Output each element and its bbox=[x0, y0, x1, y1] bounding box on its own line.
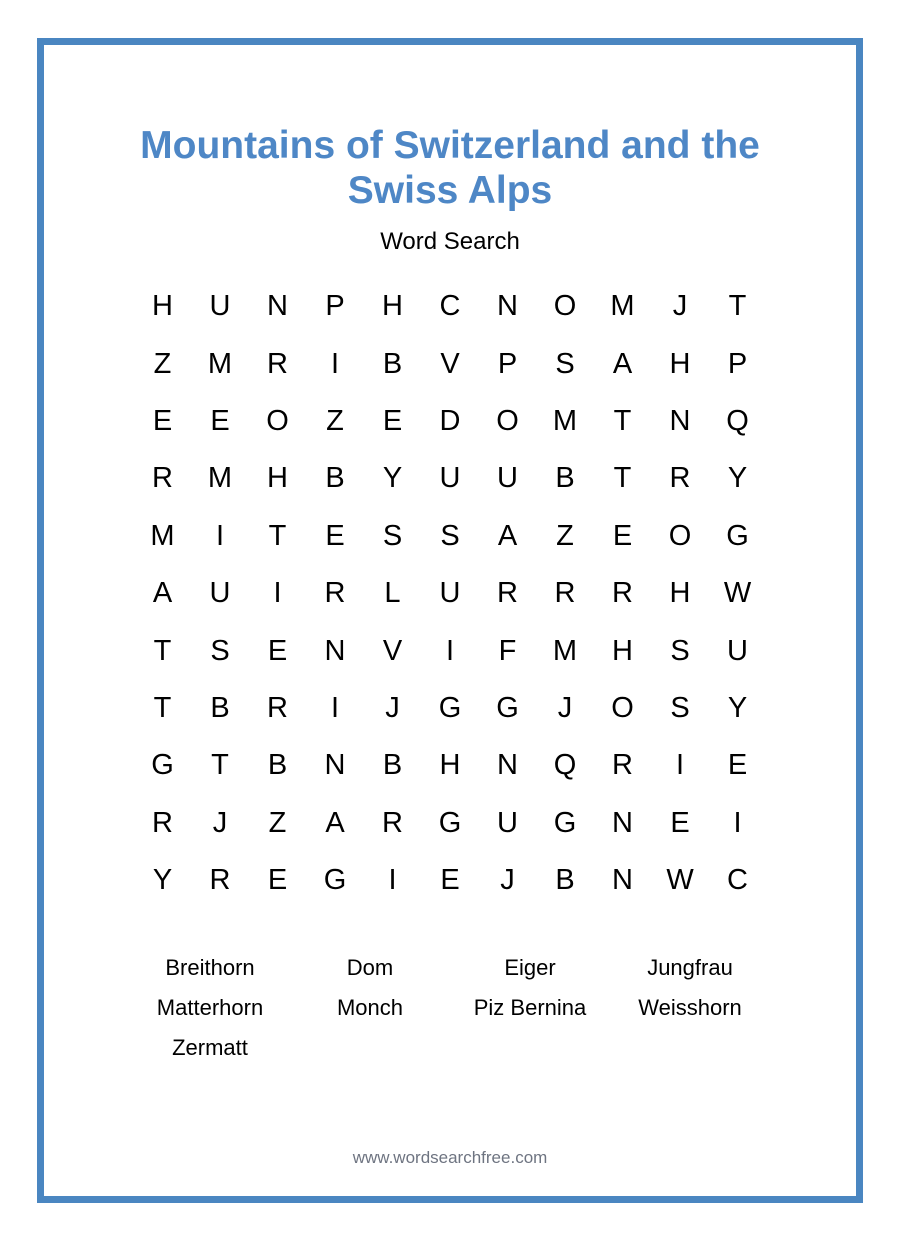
word-list-item: Dom bbox=[346, 955, 394, 981]
grid-letter[interactable]: E bbox=[325, 519, 345, 552]
grid-letter[interactable]: T bbox=[211, 749, 229, 782]
grid-letter[interactable]: T bbox=[728, 290, 747, 323]
grid-letter[interactable]: E bbox=[440, 864, 460, 897]
grid-letter[interactable]: Q bbox=[726, 404, 749, 437]
grid-letter[interactable]: N bbox=[324, 634, 346, 667]
grid-letter[interactable]: I bbox=[388, 864, 397, 897]
grid-letter[interactable]: A bbox=[612, 347, 633, 380]
grid-row bbox=[134, 565, 767, 622]
grid-letter[interactable]: T bbox=[268, 519, 287, 552]
grid-row bbox=[134, 450, 767, 507]
grid-letter[interactable]: T bbox=[153, 634, 172, 667]
page-border-frame bbox=[37, 38, 863, 1203]
grid-letter[interactable]: E bbox=[210, 404, 230, 437]
grid-letter[interactable]: N bbox=[497, 290, 518, 323]
grid-letter[interactable]: R bbox=[267, 347, 288, 380]
grid-letter[interactable]: F bbox=[498, 634, 517, 667]
grid-letter[interactable]: R bbox=[267, 691, 288, 724]
grid-letter[interactable]: W bbox=[666, 864, 694, 897]
word-list-item: Weisshorn bbox=[638, 995, 742, 1021]
grid-letter[interactable]: O bbox=[496, 404, 519, 437]
grid-letter[interactable]: G bbox=[438, 691, 462, 724]
grid-row bbox=[134, 508, 767, 565]
grid-letter[interactable]: B bbox=[382, 347, 403, 380]
grid-letter[interactable]: Y bbox=[382, 462, 403, 495]
grid-letter[interactable]: S bbox=[670, 634, 690, 667]
grid-letter[interactable]: N bbox=[324, 749, 346, 782]
grid-letter[interactable]: A bbox=[497, 519, 518, 552]
word-list bbox=[130, 948, 770, 1068]
grid-letter[interactable]: H bbox=[669, 577, 691, 610]
grid-row bbox=[134, 393, 767, 450]
grid-letter[interactable]: O bbox=[668, 519, 692, 552]
grid-letter[interactable]: A bbox=[325, 806, 345, 839]
word-list-item: Jungfrau bbox=[647, 955, 733, 981]
grid-letter[interactable]: H bbox=[152, 290, 173, 323]
grid-letter[interactable]: O bbox=[611, 691, 634, 724]
grid-letter[interactable]: I bbox=[273, 577, 282, 610]
word-list-item: Eiger bbox=[504, 955, 556, 981]
letter-grid[interactable] bbox=[134, 278, 767, 909]
grid-letter[interactable]: J bbox=[672, 290, 688, 323]
grid-letter[interactable]: J bbox=[500, 864, 515, 897]
word-list-item: Zermatt bbox=[172, 1035, 248, 1061]
grid-letter[interactable]: M bbox=[150, 519, 175, 552]
word-list-item: Piz Bernina bbox=[473, 995, 587, 1021]
grid-letter[interactable]: Z bbox=[153, 347, 172, 380]
grid-letter[interactable]: Y bbox=[727, 691, 748, 724]
grid-letter[interactable]: Q bbox=[553, 749, 577, 782]
grid-letter[interactable]: R bbox=[612, 577, 633, 610]
grid-letter[interactable]: J bbox=[385, 691, 400, 724]
grid-letter[interactable]: U bbox=[497, 462, 518, 495]
grid-letter[interactable]: I bbox=[733, 806, 742, 839]
grid-letter[interactable]: C bbox=[439, 290, 461, 323]
grid-letter[interactable]: U bbox=[209, 577, 231, 610]
grid-letter[interactable]: B bbox=[555, 864, 575, 897]
word-list-item: Breithorn bbox=[165, 955, 255, 981]
grid-letter[interactable]: W bbox=[723, 577, 752, 610]
grid-letter[interactable]: S bbox=[382, 519, 403, 552]
grid-row bbox=[134, 737, 767, 794]
grid-letter[interactable]: P bbox=[497, 347, 518, 380]
grid-letter[interactable]: I bbox=[445, 634, 455, 667]
grid-letter[interactable]: R bbox=[209, 864, 231, 897]
grid-letter[interactable]: R bbox=[324, 577, 346, 610]
grid-letter[interactable]: B bbox=[267, 749, 288, 782]
grid-letter[interactable]: E bbox=[612, 519, 633, 552]
grid-letter[interactable]: M bbox=[610, 290, 635, 323]
grid-letter[interactable]: R bbox=[497, 577, 518, 610]
grid-letter[interactable]: S bbox=[555, 347, 575, 380]
page-title: Mountains of Switzerland and the Swiss Alps bbox=[140, 124, 760, 212]
grid-letter[interactable]: G bbox=[496, 691, 519, 724]
grid-letter[interactable]: E bbox=[670, 806, 690, 839]
grid-letter[interactable]: P bbox=[727, 347, 748, 380]
grid-letter[interactable]: A bbox=[152, 577, 173, 610]
grid-letter[interactable]: I bbox=[330, 691, 340, 724]
grid-letter[interactable]: V bbox=[440, 347, 460, 380]
grid-letter[interactable]: B bbox=[555, 462, 575, 495]
grid-letter[interactable]: T bbox=[613, 404, 632, 437]
grid-letter[interactable]: Z bbox=[326, 404, 344, 437]
grid-letter[interactable]: S bbox=[670, 691, 690, 724]
grid-letter[interactable]: D bbox=[439, 404, 461, 437]
grid-row bbox=[134, 278, 767, 335]
grid-letter[interactable]: O bbox=[266, 404, 289, 437]
grid-row bbox=[134, 335, 767, 392]
grid-letter[interactable]: Y bbox=[152, 864, 173, 897]
grid-letter[interactable]: G bbox=[323, 864, 347, 897]
grid-letter[interactable]: E bbox=[267, 634, 288, 667]
grid-letter[interactable]: H bbox=[439, 749, 461, 782]
grid-letter[interactable]: B bbox=[325, 462, 345, 495]
grid-letter[interactable]: M bbox=[552, 634, 578, 667]
grid-letter[interactable]: T bbox=[153, 691, 172, 724]
grid-letter[interactable]: N bbox=[612, 806, 633, 839]
grid-letter[interactable]: P bbox=[325, 290, 345, 323]
grid-letter[interactable]: R bbox=[152, 462, 173, 495]
grid-letter[interactable]: G bbox=[553, 806, 577, 839]
grid-letter[interactable]: V bbox=[382, 634, 403, 667]
grid-letter[interactable]: M bbox=[552, 404, 578, 437]
grid-letter[interactable]: E bbox=[152, 404, 173, 437]
grid-letter[interactable]: E bbox=[382, 404, 403, 437]
word-list-item: Matterhorn bbox=[156, 995, 264, 1021]
page-subtitle: Word Search bbox=[380, 228, 520, 255]
grid-letter[interactable]: Y bbox=[727, 462, 748, 495]
grid-letter[interactable]: I bbox=[675, 749, 685, 782]
grid-letter[interactable]: E bbox=[727, 749, 748, 782]
grid-letter[interactable]: R bbox=[612, 749, 633, 782]
grid-letter[interactable]: H bbox=[382, 290, 403, 323]
grid-letter[interactable]: U bbox=[439, 577, 461, 610]
grid-letter[interactable]: H bbox=[612, 634, 633, 667]
grid-letter[interactable]: N bbox=[267, 290, 288, 323]
grid-letter[interactable]: B bbox=[382, 749, 403, 782]
grid-letter[interactable]: U bbox=[497, 806, 518, 839]
grid-letter[interactable]: R bbox=[152, 806, 173, 839]
grid-letter[interactable]: J bbox=[557, 691, 573, 724]
grid-letter[interactable]: Z bbox=[268, 806, 287, 839]
grid-letter[interactable]: G bbox=[726, 519, 749, 552]
grid-letter[interactable]: R bbox=[554, 577, 576, 610]
grid-letter[interactable]: S bbox=[440, 519, 460, 552]
grid-letter[interactable]: L bbox=[384, 577, 401, 610]
grid-row bbox=[134, 852, 767, 909]
grid-row bbox=[134, 622, 767, 679]
grid-letter[interactable]: M bbox=[207, 462, 233, 495]
grid-letter[interactable]: E bbox=[267, 864, 288, 897]
grid-letter[interactable]: M bbox=[207, 347, 233, 380]
grid-letter[interactable]: O bbox=[553, 290, 577, 323]
grid-letter[interactable]: C bbox=[727, 864, 748, 897]
word-list-item: Monch bbox=[336, 995, 404, 1021]
grid-letter[interactable]: S bbox=[210, 634, 230, 667]
grid-letter[interactable]: U bbox=[727, 634, 748, 667]
grid-letter[interactable]: J bbox=[212, 806, 228, 839]
grid-letter[interactable]: I bbox=[215, 519, 225, 552]
grid-letter[interactable]: H bbox=[669, 347, 691, 380]
grid-letter[interactable]: U bbox=[209, 290, 231, 323]
grid-letter[interactable]: H bbox=[267, 462, 288, 495]
grid-row bbox=[134, 795, 767, 852]
grid-letter[interactable]: N bbox=[612, 864, 633, 897]
grid-letter[interactable]: T bbox=[613, 462, 632, 495]
grid-row bbox=[134, 680, 767, 737]
grid-letter[interactable]: R bbox=[669, 462, 691, 495]
grid-letter[interactable]: I bbox=[330, 347, 340, 380]
grid-letter[interactable]: U bbox=[439, 462, 461, 495]
grid-letter[interactable]: Z bbox=[556, 519, 574, 552]
grid-letter[interactable]: R bbox=[382, 806, 403, 839]
grid-letter[interactable]: N bbox=[497, 749, 518, 782]
grid-letter[interactable]: G bbox=[438, 806, 462, 839]
footer-url[interactable]: www.wordsearchfree.com bbox=[352, 1148, 548, 1168]
grid-letter[interactable]: B bbox=[210, 691, 230, 724]
grid-letter[interactable]: G bbox=[151, 749, 174, 782]
grid-letter[interactable]: N bbox=[669, 404, 691, 437]
